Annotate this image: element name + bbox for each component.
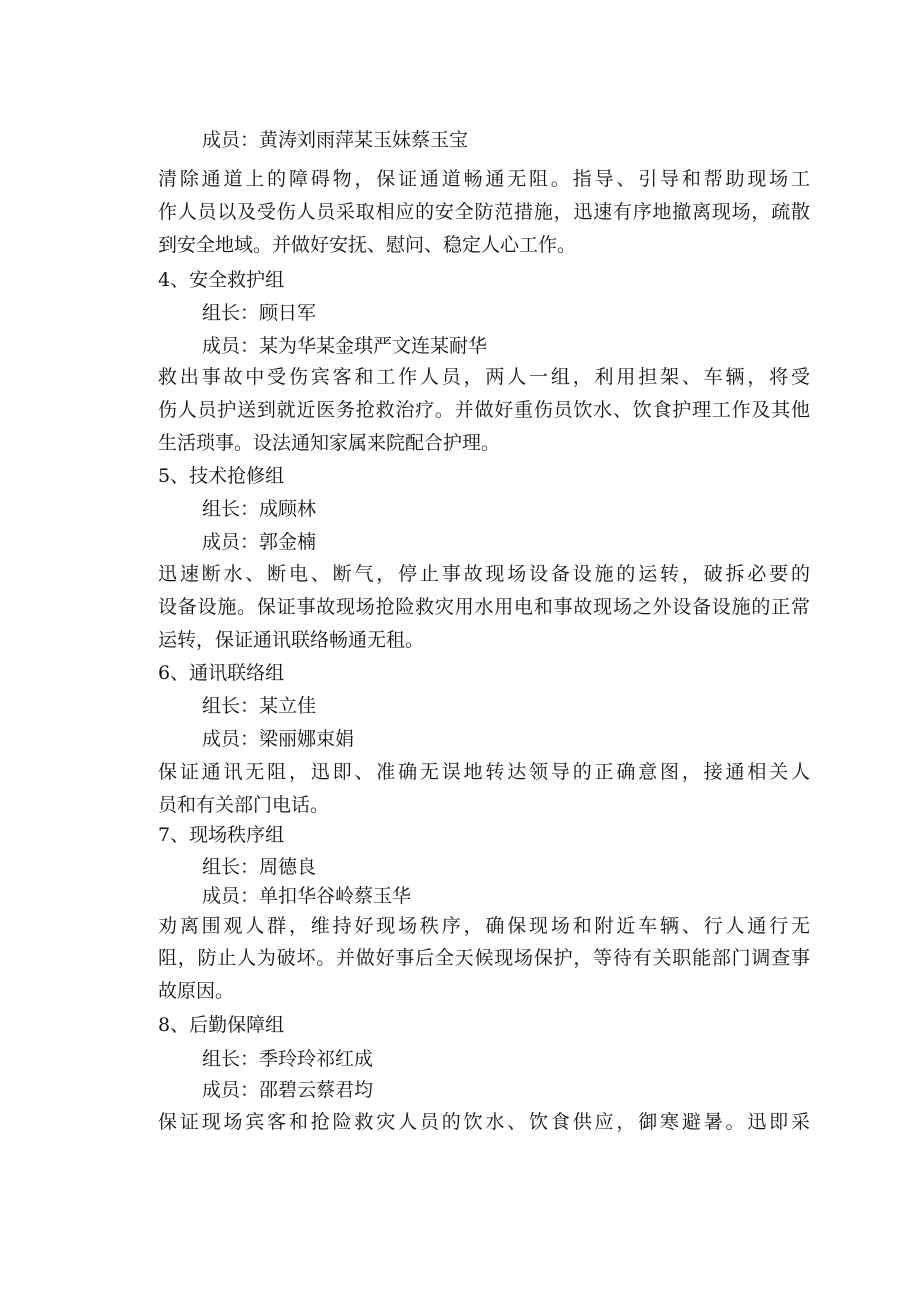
member-line-group7: 成员：单扣华谷岭蔡玉华 [202, 885, 412, 907]
section-heading-7: 7、现场秩序组 [158, 824, 285, 846]
member-line-group4: 成员：某为华某金琪严文连某耐华 [202, 335, 488, 357]
leader-line-group8: 组长：季玲玲祁红成 [202, 1048, 374, 1070]
member-line-group3: 成员：黄涛刘雨萍某玉妹蔡玉宝 [202, 129, 469, 151]
leader-line-group5: 组长：成顾林 [202, 498, 317, 520]
paragraph-line: 员和有关部门电话。 [158, 794, 330, 816]
paragraph-line: 保证现场宾客和抢险救灾人员的饮水、饮食供应，御寒避暑。迅即采 [158, 1111, 810, 1133]
paragraph-line: 劝离围观人群，维持好现场秩序，确保现场和附近车辆、行人通行无 [158, 915, 810, 937]
paragraph-line: 伤人员护送到就近医务抢救治疗。并做好重伤员饮水、饮食护理工作及其他 [158, 399, 810, 421]
leader-line-group7: 组长：周德良 [202, 856, 317, 878]
section-heading-4: 4、安全救护组 [158, 269, 285, 291]
paragraph-line: 设备设施。保证事故现场抢险救灾用水用电和事故现场之外设备设施的正常 [158, 596, 810, 618]
section-heading-5: 5、技术抢修组 [158, 465, 285, 487]
paragraph-line: 阻，防止人为破坏。并做好事后全天候现场保护，等待有关职能部门调查事 [158, 947, 810, 969]
paragraph-line: 作人员以及受伤人员采取相应的安全防范措施，迅速有序地撤离现场，疏散 [158, 201, 810, 223]
member-line-group6: 成员：梁丽娜束娟 [202, 728, 355, 750]
member-line-group5: 成员：郭金楠 [202, 531, 317, 553]
paragraph-line: 清除通道上的障碍物，保证通道畅通无阻。指导、引导和帮助现场工 [158, 168, 810, 190]
paragraph-line: 救出事故中受伤宾客和工作人员，两人一组，利用担架、车辆，将受 [158, 366, 810, 388]
paragraph-line: 保证通讯无阻，迅即、准确无误地转达领导的正确意图，接通相关人 [158, 761, 810, 783]
paragraph-line: 生活琐事。设法通知家属来院配合护理。 [158, 432, 501, 454]
paragraph-line: 迅速断水、断电、断气，停止事故现场设备设施的运转，破拆必要的 [158, 563, 810, 585]
member-line-group8: 成员：邵碧云蔡君均 [202, 1079, 374, 1101]
paragraph-line: 到安全地域。并做好安抚、慰问、稳定人心工作。 [158, 234, 577, 256]
leader-line-group4: 组长：顾日军 [202, 302, 317, 324]
paragraph-line: 故原因。 [158, 980, 235, 1002]
section-heading-6: 6、通讯联络组 [158, 662, 285, 684]
leader-line-group6: 组长：某立佳 [202, 695, 317, 717]
section-heading-8: 8、后勤保障组 [158, 1014, 285, 1036]
paragraph-line: 运转，保证通讯联络畅通无租。 [158, 629, 425, 651]
